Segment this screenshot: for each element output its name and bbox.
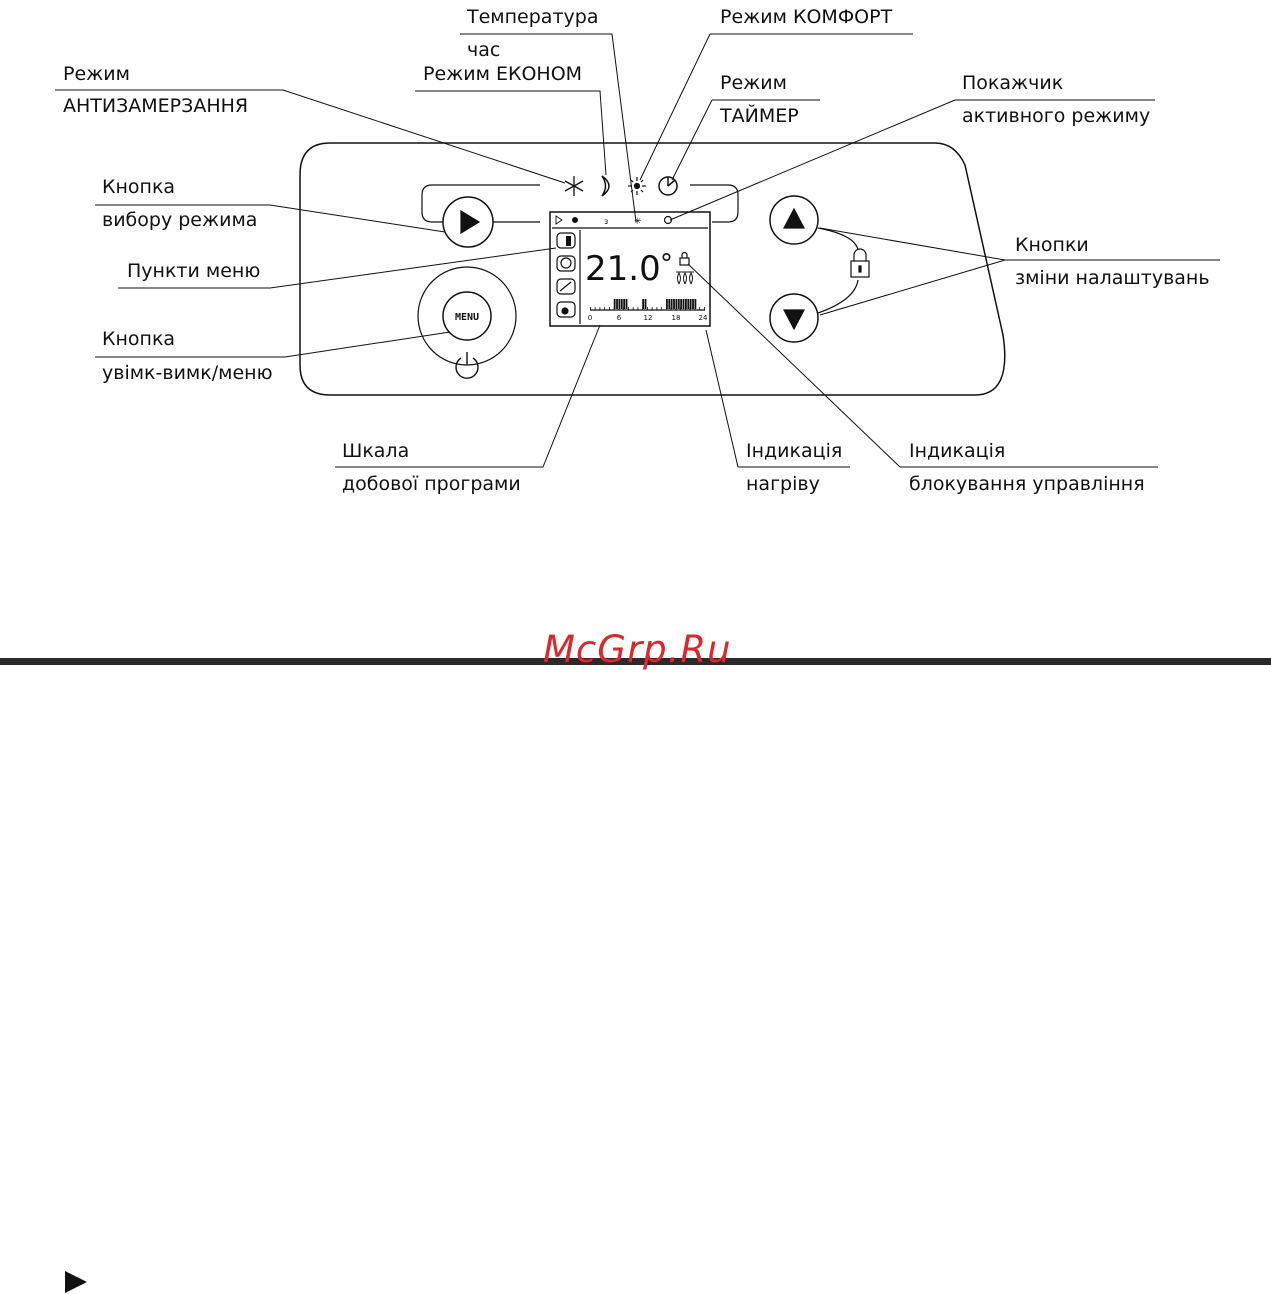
watermark: McGrp.Ru: [543, 628, 732, 671]
schedule-tick: [704, 307, 705, 310]
schedule-bar: [692, 299, 694, 309]
scale-tick: 12: [643, 314, 653, 322]
schedule-tick: [623, 307, 624, 310]
schedule-tick: [604, 307, 605, 310]
label-schedule-1: Шкала: [342, 440, 410, 462]
schedule-tick: [614, 307, 615, 310]
label-power-button-2: увімк-вимк/меню: [102, 362, 273, 384]
schedule-tick: [680, 307, 681, 310]
schedule-bar: [673, 299, 675, 309]
lock-icon: [851, 249, 869, 277]
lock-connector: [818, 228, 858, 313]
play-icon: [461, 211, 479, 233]
lcd-display: [550, 212, 710, 326]
schedule-bars: [590, 299, 705, 310]
label-antifreeze-2: АНТИЗАМЕРЗАННЯ: [63, 95, 249, 117]
bullet-triangle-icon: [65, 1271, 87, 1293]
schedule-tick: [638, 307, 639, 310]
label-antifreeze-1: Режим: [63, 63, 130, 85]
label-heating-1: Індикація: [746, 440, 843, 462]
moon-icon: [602, 176, 609, 196]
label-lock-1: Індикація: [909, 440, 1006, 462]
schedule-bar: [687, 299, 689, 309]
schedule-tick: [600, 307, 601, 310]
label-timer-1: Режим: [720, 72, 787, 94]
scale-tick: 6: [616, 314, 622, 322]
display-degree: °: [660, 249, 673, 279]
down-button[interactable]: [770, 294, 818, 342]
schedule-tick: [633, 307, 634, 310]
timer-icon: [659, 177, 677, 195]
schedule-tick: [652, 307, 653, 310]
schedule-tick: [676, 307, 677, 310]
heating-icon: [676, 272, 694, 284]
label-schedule-2: добової програми: [342, 473, 521, 495]
schedule-bar: [616, 299, 618, 309]
snowflake-icon: [565, 176, 583, 196]
label-power-button-1: Кнопка: [102, 328, 176, 350]
label-settings-buttons-1: Кнопки: [1015, 234, 1089, 256]
schedule-bar: [645, 299, 647, 309]
schedule-tick: [590, 307, 591, 310]
schedule-tick: [695, 307, 696, 310]
label-heating-2: нагріву: [746, 473, 820, 495]
schedule-tick: [595, 307, 596, 310]
menu-button-label: MENU: [454, 312, 480, 323]
display-temperature: 21.0: [585, 249, 661, 289]
schedule-tick: [619, 307, 620, 310]
schedule-bar: [626, 299, 628, 309]
schedule-tick: [666, 307, 667, 310]
schedule-bar: [668, 299, 670, 309]
schedule-scale: [588, 314, 708, 322]
schedule-bar: [678, 299, 680, 309]
label-comfort: Режим КОМФОРТ: [720, 6, 893, 28]
label-indicator-2: активного режиму: [962, 105, 1151, 127]
schedule-tick: [685, 307, 686, 310]
schedule-tick: [699, 307, 700, 310]
label-indicator-1: Покажчик: [962, 72, 1064, 94]
schedule-bar: [621, 299, 623, 309]
schedule-tick: [642, 307, 643, 310]
schedule-tick: [671, 307, 672, 310]
scale-tick: 24: [698, 314, 708, 322]
scale-tick: 18: [671, 314, 681, 322]
schedule-tick: [690, 307, 691, 310]
scale-tick: 0: [587, 314, 593, 322]
label-lock-2: блокування управління: [909, 473, 1145, 495]
schedule-bar: [683, 299, 685, 309]
schedule-tick: [657, 307, 658, 310]
schedule-tick: [647, 307, 648, 310]
label-menu-items: Пункти меню: [127, 260, 261, 282]
menu-button[interactable]: [443, 292, 491, 340]
svg-text:✳: ✳: [634, 217, 642, 227]
display-lock-icon: [680, 258, 689, 265]
schedule-tick: [628, 307, 629, 310]
up-button[interactable]: [770, 196, 818, 244]
label-econom: Режим ЕКОНОМ: [423, 63, 583, 85]
schedule-tick: [661, 307, 662, 310]
label-temperature: Температура: [467, 6, 599, 28]
label-settings-buttons-2: зміни налаштувань: [1015, 267, 1210, 289]
schedule-tick: [609, 307, 610, 310]
label-timer-2: ТАЙМЕР: [720, 105, 799, 127]
svg-text:ᴈ: ᴈ: [604, 217, 609, 226]
mode-select-button[interactable]: [443, 197, 493, 247]
label-mode-button-2: вибору режима: [102, 209, 258, 231]
label-mode-button-1: Кнопка: [102, 176, 176, 198]
label-time: час: [467, 39, 501, 61]
